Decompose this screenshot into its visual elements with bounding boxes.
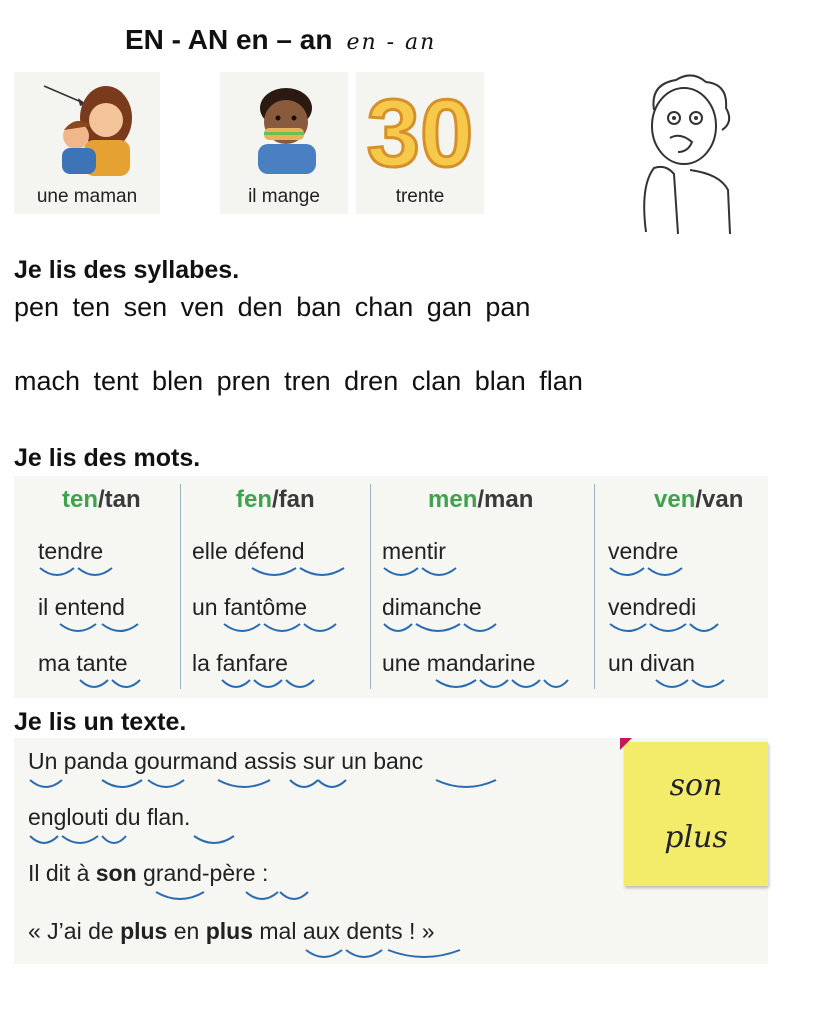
section-heading-syllables: Je lis des syllabes.	[14, 256, 240, 284]
word-cell: ma tante	[38, 650, 128, 676]
word-cell: vendredi	[608, 594, 697, 620]
column-divider	[180, 484, 181, 689]
word-cell: un divan	[608, 650, 695, 676]
word-cell: tendre	[38, 538, 104, 564]
syllable-arcs	[154, 890, 314, 902]
syllable-arcs	[654, 678, 734, 690]
column-header-ten-tan: ten/tan	[62, 486, 141, 513]
syllable-arcs	[222, 622, 342, 634]
word-cell: dimanche	[382, 594, 482, 620]
column-divider	[594, 484, 595, 689]
syllable-arcs	[250, 566, 350, 578]
syllable-arcs	[382, 622, 502, 634]
pin-icon	[620, 738, 632, 750]
syllables-line-2: mach tent blen pren tren dren clan blan flan	[14, 366, 583, 396]
column-header-ven-van: ven/van	[654, 486, 744, 513]
section-heading-words: Je lis des mots.	[14, 444, 201, 472]
syllable-arcs	[220, 678, 320, 690]
word-cell: vendre	[608, 538, 679, 564]
word-cell: mentir	[382, 538, 446, 564]
text-line-2: englouti du flan.	[28, 804, 191, 830]
syllable-arcs	[304, 948, 474, 960]
picture-label: une maman	[36, 186, 138, 207]
syllables-line-1: pen ten sen ven den ban chan gan pan	[14, 292, 531, 322]
word-cell: une mandarine	[382, 650, 536, 676]
boy-eating-icon	[234, 80, 334, 176]
text-line-4: « J’ai de plus en plus mal aux dents ! »	[28, 918, 435, 944]
syllable-arcs	[28, 778, 518, 790]
column-divider	[370, 484, 371, 689]
syllable-arcs	[78, 678, 148, 690]
syllable-arcs	[382, 566, 462, 578]
text-line-3: Il dit à son grand-père :	[28, 860, 269, 886]
number-30-icon	[360, 76, 480, 180]
picture-card-trente	[356, 72, 484, 214]
title-print: EN - AN en – an	[125, 24, 333, 55]
mother-child-icon	[34, 78, 144, 178]
picture-card-mange	[220, 72, 348, 214]
picture-label: trente	[395, 186, 445, 207]
column-header-fen-fan: fen/fan	[236, 486, 315, 513]
word-cell: il entend	[38, 594, 125, 620]
text-line-1: Un panda gourmand assis sur un banc	[28, 748, 424, 774]
sticky-note	[624, 742, 768, 886]
number-30-text: 30	[366, 80, 474, 180]
syllable-arcs	[58, 622, 148, 634]
word-cell: elle défend	[192, 538, 305, 564]
picture-label: il mange	[248, 186, 320, 207]
syllable-arcs	[608, 622, 728, 634]
syllable-arcs	[434, 678, 574, 690]
words-table	[14, 476, 768, 698]
sticky-note-word: son	[669, 768, 723, 803]
column-header-men-man: men/man	[428, 486, 534, 513]
child-thinking-icon	[632, 70, 736, 238]
picture-card-maman	[14, 72, 160, 214]
syllable-arcs	[38, 566, 118, 578]
sticky-note-word: plus	[664, 820, 728, 855]
syllable-arcs	[28, 834, 248, 846]
word-cell: la fanfare	[192, 650, 288, 676]
section-heading-text: Je lis un texte.	[14, 708, 187, 736]
word-cell: un fantôme	[192, 594, 308, 620]
title-cursive: en - an	[346, 30, 437, 55]
syllable-arcs	[608, 566, 688, 578]
page-title	[125, 24, 436, 56]
